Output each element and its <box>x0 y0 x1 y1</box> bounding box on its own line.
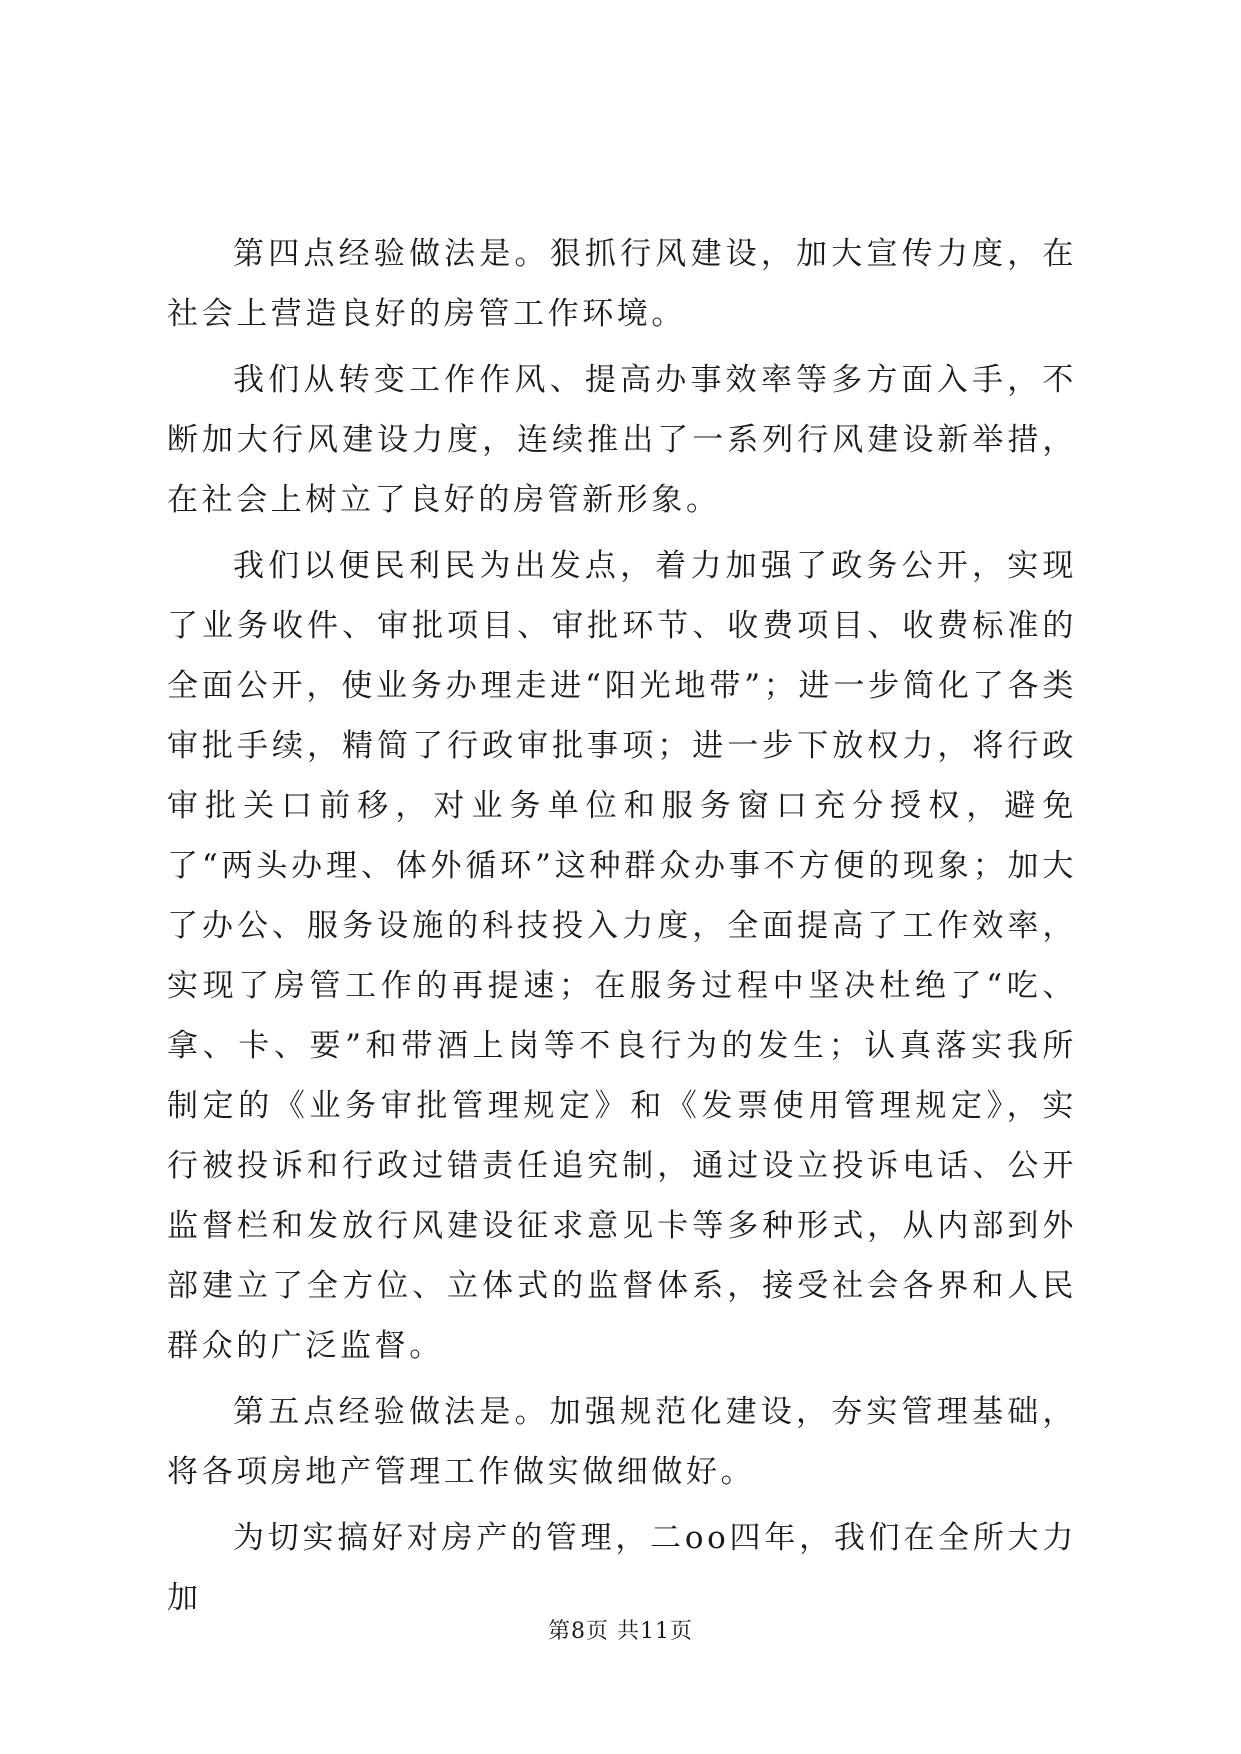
paragraph-1: 第四点经验做法是。狠抓行风建设，加大宣传力度，在社会上营造良好的房管工作环境。 <box>167 236 1077 332</box>
paragraph-2: 我们从转变工作作风、提高办事效率等多方面入手，不断加大行风建设力度，连续推出了一系列行风建设新举措，在社会上树立了良好的房管新形象。 <box>167 362 1077 518</box>
paragraph-5: 为切实搞好对房产的管理，二oo四年，我们在全所大力加 <box>167 1520 1077 1616</box>
document-body <box>167 224 1077 1634</box>
paragraph-3: 我们以便民利民为出发点，着力加强了政务公开，实现了业务收件、审批项目、审批环节、收费项目、收费标准的全面公开，使业务办理走进“阳光地带”；进一步简化了各类审批手续，精简了行政审批事项；进一步下放权力，将行政审批关口前移，对业务单位和服务窗口充分授权，避免了“两头办理、体外循环”这种群众办事不方便的现象；加大了办公、服务设施的科技投入力度，全面提高了工作效率，实现了房管工作的再提速；在服务过程中坚决杜绝了“吃、拿、卡、要”和带酒上岗等不良行为的发生；认真落实我所制定的《业务审批管理规定》和《发票使用管理规定》，实行被投诉和行政过错责任追究制，通过设立投诉电话、公开监督栏和发放行风建设征求意见卡等多种形式，从内部到外部建立了全方位、立体式的监督体系，接受社会各界和人民群众的广泛监督。 <box>167 548 1077 1364</box>
paragraph-4: 第五点经验做法是。加强规范化建设，夯实管理基础，将各项房地产管理工作做实做细做好。 <box>167 1394 1077 1490</box>
page-footer: 第8页 共11页 <box>548 1619 693 1644</box>
